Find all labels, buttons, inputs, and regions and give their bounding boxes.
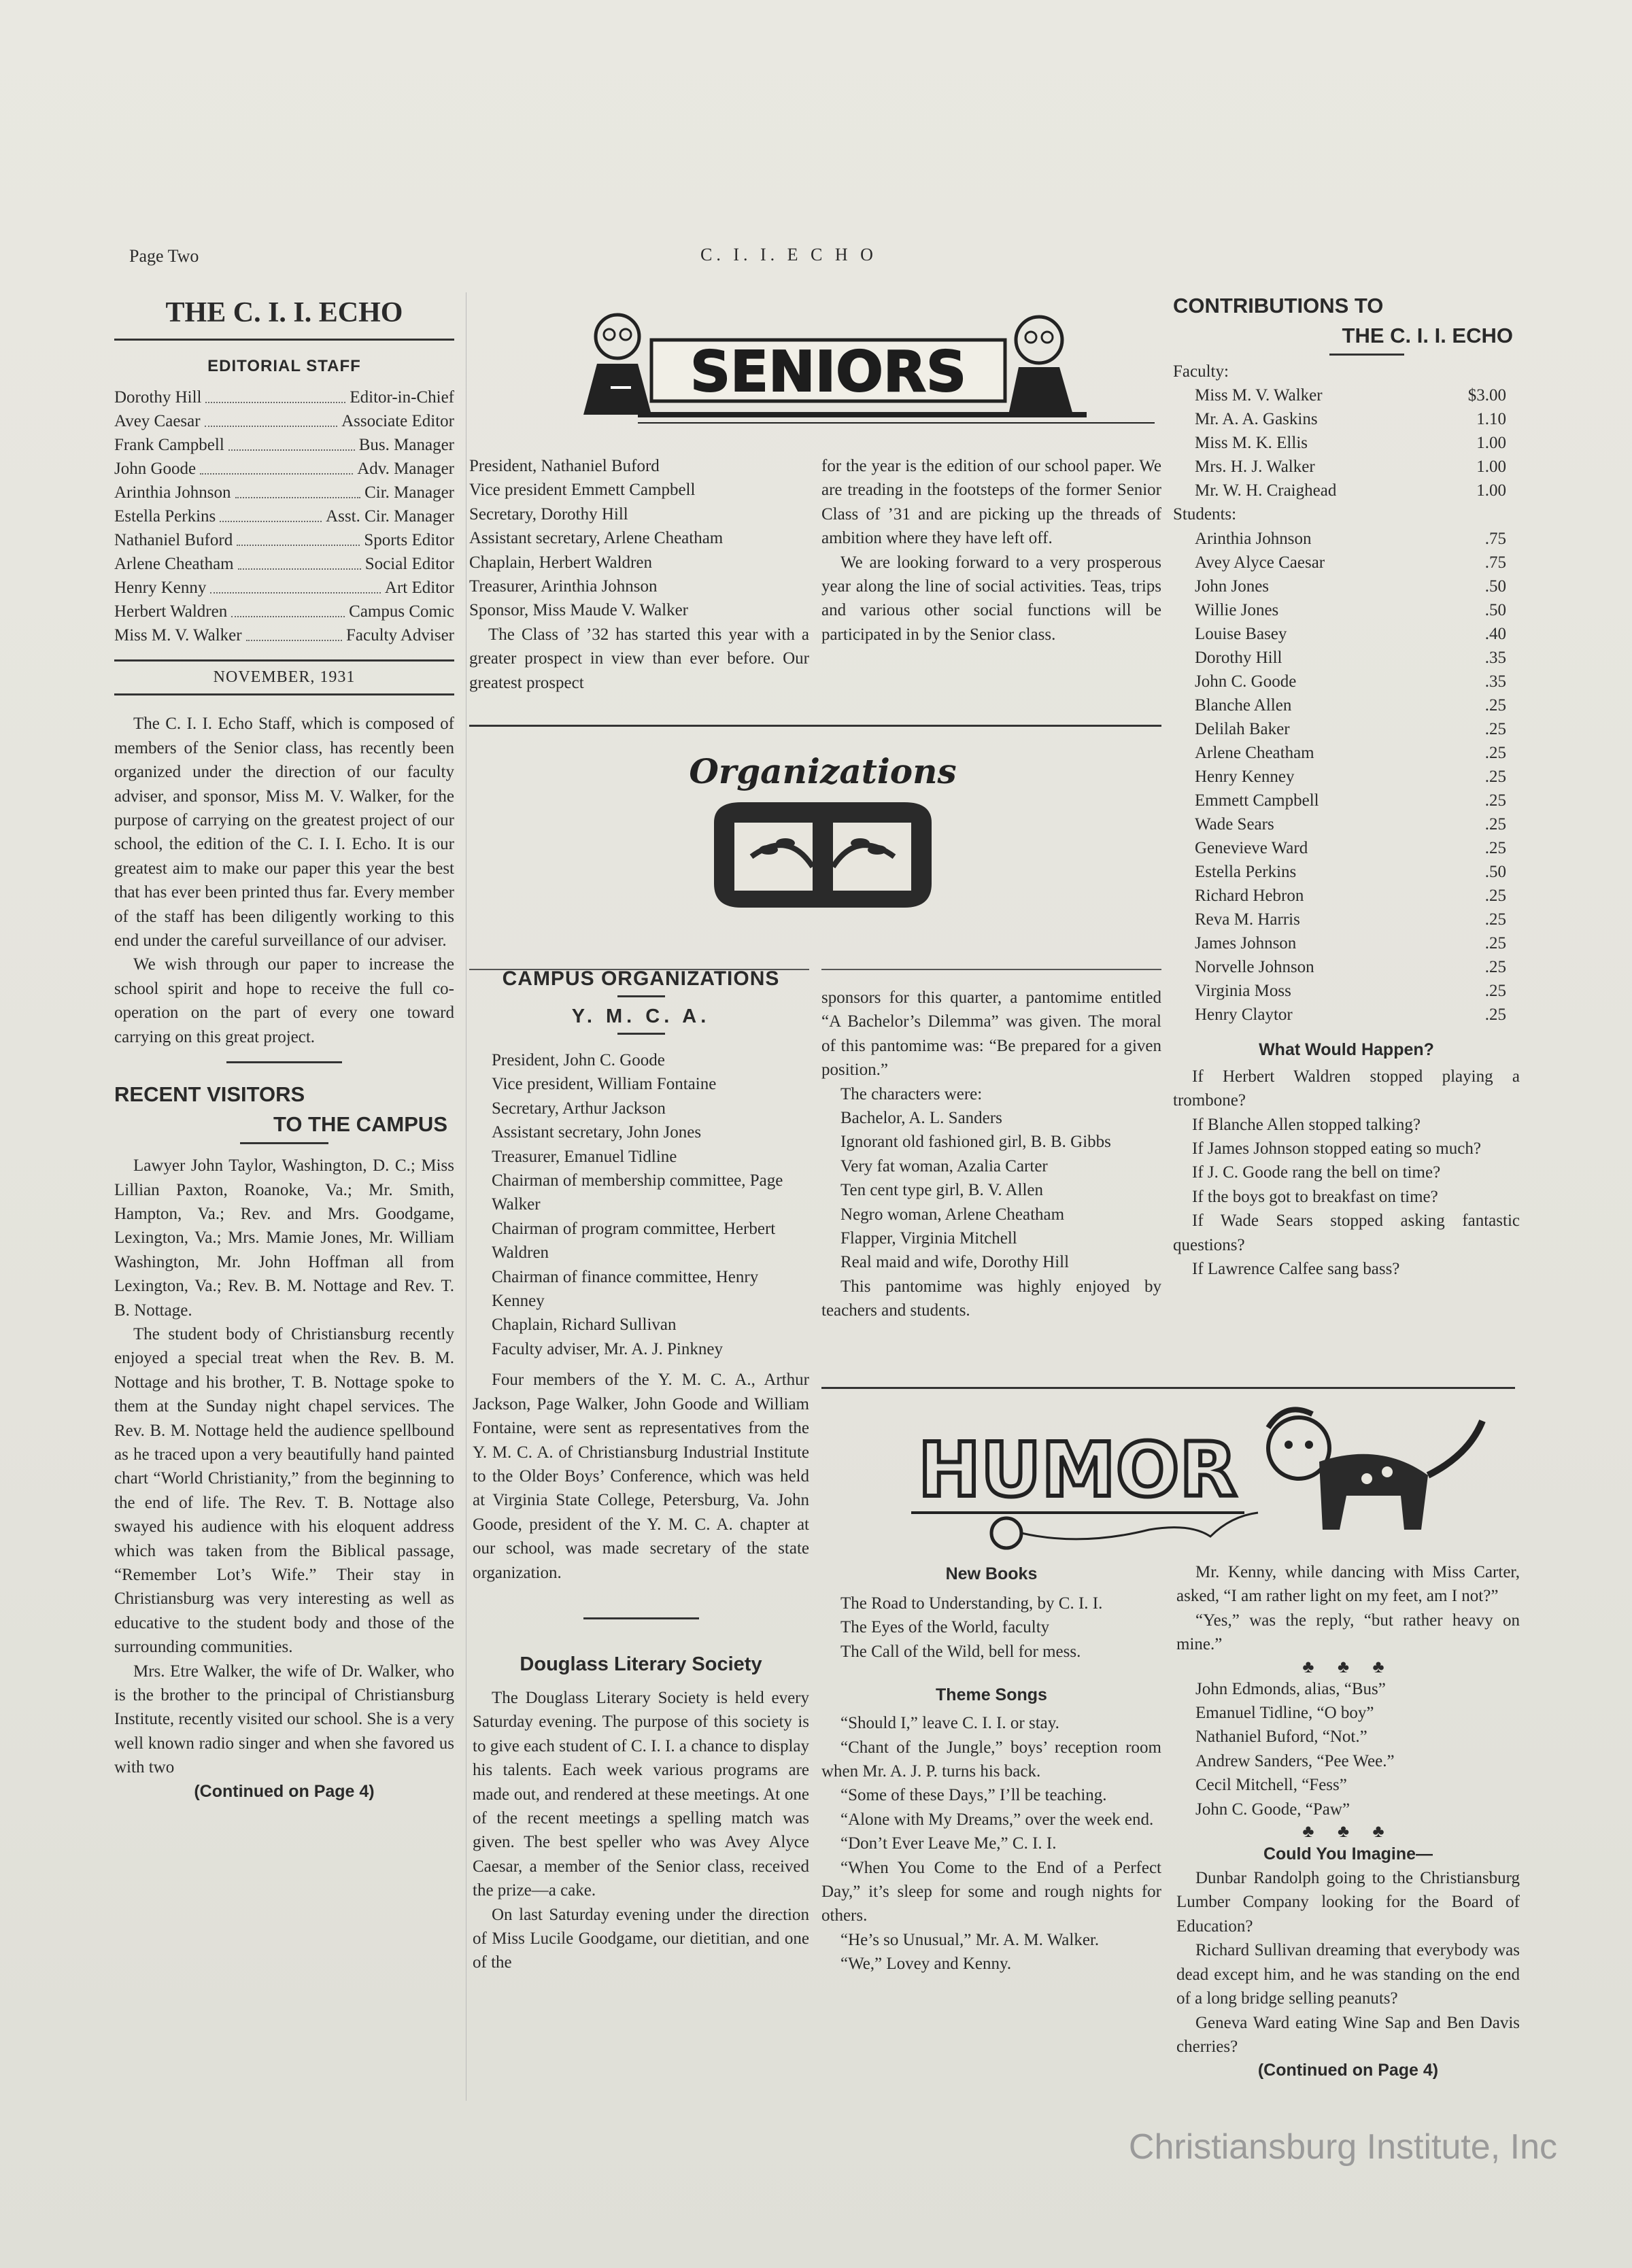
contributor-name: John C. Goode bbox=[1195, 672, 1297, 691]
new-book-item: The Eyes of the World, faculty bbox=[840, 1618, 1050, 1637]
contribution-amount: .25 bbox=[1484, 695, 1506, 715]
officer-line: Chaplain, Richard Sullivan bbox=[492, 1316, 677, 1335]
staff-row bbox=[114, 385, 454, 409]
visitors-p2: The student body of Christiansburg recently enjoyed a special treat when the Rev. B. M. Nottage and his brother, T. B. Nottage spoke to them at the Sunday night chapel services. The Rev. B. M. Nottage held the audience spellbound as he traced upon a very beautifully hand painted chart “World Christianity,” from the beginning to the end of life. The Rev. T. B. Nottage also swayed his audience with his eloquent address which was taken from the Biblical passage, “Remember Lot’s Wife.” Their stay in Christiansburg was very interesting as well as educative to the student body and those of the surrounding communities. bbox=[114, 1324, 454, 1657]
what-would-happen-item: If Lawrence Calfee sang bass? bbox=[1192, 1260, 1400, 1279]
alias-line: Andrew Sanders, “Pee Wee.” bbox=[1195, 1751, 1395, 1770]
staff-leader bbox=[205, 385, 345, 403]
staff-row bbox=[114, 457, 454, 481]
editorial-p1: The C. I. I. Echo Staff, which is composed of members of the Senior class, has recently been organized under the direction of our faculty adviser, and sponsor, Miss M. V. Walker, for the purpose of carrying on the greatest project of our school, the edition of the C. I. I. Echo. It is our greatest aim to make our paper this year the best that has ever been printed thus far. Every member of the staff has been diligently working to this end under the careful surveillance of our adviser. bbox=[114, 715, 454, 950]
staff-leader bbox=[235, 481, 361, 498]
what-would-happen-item: If James Johnson stopped eating so much? bbox=[1192, 1139, 1481, 1158]
staff-row bbox=[114, 552, 454, 576]
contribution-row bbox=[1173, 789, 1520, 812]
contribution-row bbox=[1173, 860, 1520, 884]
cartoon-figure-right-icon bbox=[1008, 317, 1073, 415]
officer-line: Vice president Emmett Campbell bbox=[469, 481, 696, 500]
what-would-happen-item: If J. C. Goode rang the bell on time? bbox=[1192, 1163, 1441, 1182]
contribution-amount: 1.00 bbox=[1476, 434, 1506, 453]
alias-line: Emanuel Tidline, “O boy” bbox=[1195, 1704, 1374, 1723]
watermark: Christiansburg Institute, Inc bbox=[1128, 2127, 1557, 2167]
new-books-heading: New Books bbox=[945, 1564, 1038, 1583]
what-would-happen-list bbox=[1173, 1065, 1520, 1282]
staff-name: Nathaniel Buford bbox=[114, 531, 233, 549]
officer-line: President, Nathaniel Buford bbox=[469, 457, 660, 475]
what-would-happen-item: If Herbert Waldren stopped playing a trombone? bbox=[1173, 1067, 1520, 1110]
douglass-p2: On last Saturday evening under the direction of Miss Lucile Goodgame, our dietitian, and one of the bbox=[473, 1905, 809, 1972]
contribution-row bbox=[1173, 527, 1520, 551]
staff-role: Sports Editor bbox=[364, 531, 454, 549]
officer-line: President, John C. Goode bbox=[492, 1051, 665, 1069]
contribution-amount: .75 bbox=[1484, 553, 1506, 572]
pantomime-characters bbox=[821, 1106, 1161, 1275]
visitors-heading-2: TO THE CAMPUS bbox=[273, 1112, 447, 1137]
theme-songs-heading: Theme Songs bbox=[936, 1685, 1047, 1705]
what-would-happen-item: If the boys got to breakfast on time? bbox=[1192, 1187, 1438, 1206]
contribution-amount: .25 bbox=[1484, 957, 1506, 976]
staff-name: Herbert Waldren bbox=[114, 602, 228, 621]
contributor-name: Blanche Allen bbox=[1195, 695, 1292, 715]
contributions-heading-1: CONTRIBUTIONS TO bbox=[1173, 294, 1384, 317]
contribution-row bbox=[1173, 646, 1520, 670]
theme-song-item: “Some of these Days,” I’ll be teaching. bbox=[840, 1786, 1107, 1805]
staff-role: Associate Editor bbox=[341, 412, 454, 430]
contributor-name: James Johnson bbox=[1195, 933, 1297, 952]
column-1 bbox=[114, 292, 454, 1804]
contributor-name: Henry Kenney bbox=[1195, 767, 1295, 786]
cartoon-figure-left-icon bbox=[583, 315, 651, 415]
alias-line: John C. Goode, “Paw” bbox=[1195, 1800, 1350, 1819]
staff-leader bbox=[220, 504, 322, 522]
contributions-heading-2: THE C. I. I. ECHO bbox=[1342, 324, 1513, 347]
contribution-amount: .25 bbox=[1484, 791, 1506, 810]
contributor-name: Virginia Moss bbox=[1195, 981, 1291, 1000]
contribution-row bbox=[1173, 574, 1520, 598]
contributor-name: Reva M. Harris bbox=[1195, 910, 1300, 929]
staff-row bbox=[114, 623, 454, 647]
seniors-banner-text: SENIORS bbox=[690, 340, 967, 405]
campus-organizations-heading: CAMPUS ORGANIZATIONS bbox=[502, 967, 780, 990]
staff-leader bbox=[205, 409, 338, 427]
officer-line: Treasurer, Arinthia Johnson bbox=[469, 577, 658, 596]
contribution-amount: .35 bbox=[1484, 648, 1506, 667]
staff-role: Asst. Cir. Manager bbox=[326, 507, 454, 526]
character-line: Very fat woman, Azalia Carter bbox=[840, 1156, 1048, 1175]
contribution-amount: .25 bbox=[1484, 767, 1506, 786]
contributor-name: John Jones bbox=[1195, 577, 1270, 596]
theme-songs-list bbox=[821, 1711, 1161, 1976]
yarn-ball-icon bbox=[991, 1513, 1258, 1548]
staff-name: Arinthia Johnson bbox=[114, 483, 231, 502]
alias-line: John Edmonds, alias, “Bus” bbox=[1195, 1679, 1386, 1698]
contribution-row bbox=[1173, 479, 1520, 502]
contribution-amount: .25 bbox=[1484, 719, 1506, 738]
imagine-item: Richard Sullivan dreaming that everybody was dead except him, and he was standing on the end of a long bridge selling peanuts? bbox=[1176, 1941, 1520, 2008]
staff-row bbox=[114, 576, 454, 600]
aliases-list bbox=[1176, 1677, 1520, 1842]
contribution-row bbox=[1173, 693, 1520, 717]
humor-column-left bbox=[821, 1560, 1161, 1976]
new-books-list bbox=[821, 1592, 1161, 1664]
staff-name: Henry Kenny bbox=[114, 579, 207, 597]
visitors-p1: Lawyer John Taylor, Washington, D. C.; Miss Lillian Paxton, Roanoke, Va.; Mr. Smith, Hampton, Va.; Rev. and Mrs. Goodgame, Lexington, Va.; Mrs. Mamie Jones, Mr. William Washington, Mr. John Hoffman all from Lexington, Va.; Rev. B. M. Nottage and Rev. T. B. Nottage. bbox=[114, 1156, 454, 1320]
officer-line: Assistant secretary, Arlene Cheatham bbox=[469, 529, 724, 548]
staff-row bbox=[114, 504, 454, 528]
contributor-name: Mr. W. H. Craighead bbox=[1195, 481, 1337, 500]
staff-name: Miss M. V. Walker bbox=[114, 626, 242, 645]
character-line: Ten cent type girl, B. V. Allen bbox=[840, 1181, 1043, 1200]
officer-line: Treasurer, Emanuel Tidline bbox=[492, 1147, 677, 1166]
contribution-row bbox=[1173, 955, 1520, 979]
staff-list bbox=[114, 385, 454, 647]
seniors-p1-a: The Class of ’32 has started this year with a greater prospect in view than ever before. Our greatest prospect bbox=[469, 625, 809, 692]
pantomime-p1: sponsors for this quarter, a pantomime entitled “A Bachelor’s Dilemma” was given. The moral of this pantomime was: “Be prepared for a given position.” bbox=[821, 989, 1161, 1080]
ymca-heading: Y. M. C. A. bbox=[571, 1006, 711, 1027]
contributor-name: Mrs. H. J. Walker bbox=[1195, 458, 1315, 477]
douglass-p1: The Douglass Literary Society is held every Saturday evening. The purpose of this society is to give each student of C. I. I. a chance to display his talents. Each week various programs are made out, and rendered at these meetings. At one of the recent meetings a spelling match was given. The best speller who was Avey Alyce Caesar, a member of the Senior class, received the prize—a cake. bbox=[473, 1688, 809, 1900]
theme-song-item: “Should I,” leave C. I. I. or stay. bbox=[840, 1714, 1059, 1733]
imagine-item: Geneva Ward eating Wine Sap and Ben Davis cherries? bbox=[1176, 2013, 1520, 2056]
what-would-happen-heading: What Would Happen? bbox=[1259, 1040, 1434, 1059]
ornament-icon: ♣ ♣ ♣ bbox=[1302, 1656, 1394, 1677]
issue-date: NOVEMBER, 1931 bbox=[213, 668, 356, 686]
theme-song-item: “We,” Lovey and Kenny. bbox=[840, 1955, 1012, 1974]
contributor-name: Arinthia Johnson bbox=[1195, 529, 1312, 548]
pantomime-p2: The characters were: bbox=[840, 1084, 983, 1103]
running-title: C. I. I. E C H O bbox=[700, 245, 877, 264]
contributor-name: Miss M. V. Walker bbox=[1195, 386, 1323, 405]
pantomime-p3: This pantomime was highly enjoyed by teachers and students. bbox=[821, 1277, 1161, 1320]
staff-row bbox=[114, 528, 454, 552]
contribution-amount: .25 bbox=[1484, 814, 1506, 834]
staff-leader bbox=[200, 457, 353, 475]
contribution-row bbox=[1173, 551, 1520, 574]
page-label: Page Two bbox=[129, 246, 199, 266]
contribution-amount: .25 bbox=[1484, 910, 1506, 929]
staff-role: Cir. Manager bbox=[364, 483, 454, 502]
douglass-heading: Douglass Literary Society bbox=[520, 1653, 762, 1675]
contribution-amount: .25 bbox=[1484, 838, 1506, 857]
staff-leader bbox=[246, 623, 342, 641]
student-contributions bbox=[1173, 527, 1520, 1027]
contributor-name: Delilah Baker bbox=[1195, 719, 1290, 738]
officer-line: Secretary, Arthur Jackson bbox=[492, 1099, 666, 1118]
contributor-name: Henry Claytor bbox=[1195, 1005, 1293, 1024]
contributor-name: Genevieve Ward bbox=[1195, 838, 1308, 857]
contributor-name: Richard Hebron bbox=[1195, 886, 1304, 905]
contributor-name: Arlene Cheatham bbox=[1195, 743, 1314, 762]
theme-song-item: “Chant of the Jungle,” boys’ reception room when Mr. A. J. P. turns his back. bbox=[821, 1738, 1161, 1781]
staff-row bbox=[114, 409, 454, 433]
organizations-emblem-icon bbox=[687, 748, 959, 918]
seniors-banner bbox=[570, 299, 1155, 435]
seniors-bottom-rule bbox=[469, 725, 1161, 727]
contribution-amount: .40 bbox=[1484, 624, 1506, 643]
new-book-item: The Road to Understanding, by C. I. I. bbox=[840, 1594, 1103, 1613]
contribution-amount: .50 bbox=[1484, 577, 1506, 596]
staff-row bbox=[114, 600, 454, 623]
staff-role: Art Editor bbox=[384, 579, 454, 597]
staff-role: Faculty Adviser bbox=[345, 626, 454, 645]
contribution-row bbox=[1173, 1003, 1520, 1027]
staff-name: Dorothy Hill bbox=[114, 388, 202, 407]
contribution-amount: .50 bbox=[1484, 862, 1506, 881]
contribution-amount: $3.00 bbox=[1467, 386, 1506, 405]
seniors-officers bbox=[469, 454, 809, 695]
officer-line: Chairman of program committee, Herbert Waldren bbox=[492, 1219, 776, 1262]
what-would-happen-item: If Wade Sears stopped asking fantastic questions? bbox=[1173, 1212, 1520, 1254]
staff-name: Arlene Cheatham bbox=[114, 555, 234, 573]
contributor-name: Avey Alyce Caesar bbox=[1195, 553, 1325, 572]
staff-name: Estella Perkins bbox=[114, 507, 216, 526]
contribution-row bbox=[1173, 931, 1520, 955]
staff-row bbox=[114, 481, 454, 504]
contribution-row bbox=[1173, 765, 1520, 789]
contribution-amount: 1.00 bbox=[1476, 458, 1506, 477]
staff-role: Campus Comic bbox=[349, 602, 454, 621]
kenny-p1: Mr. Kenny, while dancing with Miss Carter, asked, “I am rather light on my feet, am I not?” bbox=[1176, 1563, 1520, 1606]
ymca-officers-list bbox=[473, 1048, 809, 1361]
character-line: Negro woman, Arlene Cheatham bbox=[840, 1205, 1065, 1224]
theme-song-item: “When You Come to the End of a Perfect Day,” it’s sleep for some and rough nights for others. bbox=[821, 1858, 1161, 1925]
theme-song-item: “Alone with My Dreams,” over the week end. bbox=[840, 1810, 1154, 1829]
ornament-icon: ♣ ♣ ♣ bbox=[1302, 1821, 1394, 1842]
contribution-amount: .25 bbox=[1484, 981, 1506, 1000]
character-line: Ignorant old fashioned girl, B. B. Gibbs bbox=[840, 1133, 1111, 1152]
staff-role: Editor-in-Chief bbox=[350, 388, 454, 407]
officer-line: Sponsor, Miss Maude V. Walker bbox=[469, 601, 688, 620]
alias-line: Nathaniel Buford, “Not.” bbox=[1195, 1728, 1367, 1747]
staff-leader bbox=[238, 552, 361, 570]
contribution-row bbox=[1173, 908, 1520, 931]
character-line: Bachelor, A. L. Sanders bbox=[840, 1109, 1002, 1128]
contribution-row bbox=[1173, 431, 1520, 455]
contributor-name: Miss M. K. Ellis bbox=[1195, 434, 1308, 453]
contribution-amount: .25 bbox=[1484, 886, 1506, 905]
contribution-amount: .25 bbox=[1484, 933, 1506, 952]
staff-heading: EDITORIAL STAFF bbox=[207, 357, 361, 375]
contributor-name: Norvelle Johnson bbox=[1195, 957, 1314, 976]
contribution-amount: 1.00 bbox=[1476, 481, 1506, 500]
alias-line: Cecil Mitchell, “Fess” bbox=[1195, 1776, 1347, 1795]
column-2-organizations bbox=[473, 964, 809, 1975]
contributor-name: Willie Jones bbox=[1195, 600, 1279, 619]
contribution-amount: 1.10 bbox=[1476, 410, 1506, 429]
seniors-continued bbox=[821, 454, 1161, 647]
visitors-p3: Mrs. Etre Walker, the wife of Dr. Walker, who is the brother to the principal of Christiansburg Institute, recently visited our school. She is a very well known radio singer and when she favored us with two bbox=[114, 1662, 454, 1777]
clown-dog-icon bbox=[1268, 1409, 1482, 1530]
staff-leader bbox=[237, 528, 360, 546]
contribution-row bbox=[1173, 836, 1520, 860]
officer-line: Assistant secretary, John Jones bbox=[492, 1123, 702, 1142]
imagine-heading: Could You Imagine— bbox=[1263, 1844, 1433, 1864]
imagine-list bbox=[1176, 1866, 1520, 2059]
staff-name: John Goode bbox=[114, 460, 197, 478]
officer-line: Secretary, Dorothy Hill bbox=[469, 504, 628, 523]
staff-role: Social Editor bbox=[364, 555, 454, 573]
organizations-banner bbox=[687, 748, 959, 918]
ymca-p1: Four members of the Y. M. C. A., Arthur Jackson, Page Walker, John Goode and William Fontaine, were sent as representatives from the Y. M. C. A. of Christiansburg Industrial Institute to the Older Boys’ Conference, which was held at Virginia State College, Petersburg, Va. John Goode, president of the Y. M. C. A. chapter at our school, was made secretary of the state organization. bbox=[473, 1371, 809, 1582]
contribution-row bbox=[1173, 741, 1520, 765]
contribution-row bbox=[1173, 622, 1520, 646]
contribution-amount: .25 bbox=[1484, 743, 1506, 762]
staff-role: Bus. Manager bbox=[358, 436, 454, 454]
humor-continued: (Continued on Page 4) bbox=[1257, 2061, 1439, 2080]
staff-name: Frank Campbell bbox=[114, 436, 224, 454]
org-rule-right bbox=[821, 969, 1161, 970]
contribution-amount: .25 bbox=[1484, 1005, 1506, 1024]
contributor-name: Dorothy Hill bbox=[1195, 648, 1282, 667]
contributor-name: Wade Sears bbox=[1195, 814, 1274, 834]
imagine-item: Dunbar Randolph going to the Christiansburg Lumber Company looking for the Board of Education? bbox=[1176, 1869, 1520, 1936]
contributor-name: Mr. A. A. Gaskins bbox=[1195, 410, 1318, 429]
column-4-contributions bbox=[1173, 291, 1520, 1281]
staff-leader bbox=[231, 600, 345, 617]
humor-banner-text: HUMOR bbox=[918, 1426, 1238, 1513]
seniors-p2: We are looking forward to a very prosperous year along the line of social activities. Teas, trips and various other social functions will be participated in by the Senior class. bbox=[821, 553, 1161, 644]
contribution-row bbox=[1173, 884, 1520, 908]
staff-row bbox=[114, 433, 454, 457]
officer-line: Faculty adviser, Mr. A. J. Pinkney bbox=[492, 1339, 723, 1358]
contribution-row bbox=[1173, 670, 1520, 693]
contribution-amount: .50 bbox=[1484, 600, 1506, 619]
officer-line: Vice president, William Fontaine bbox=[492, 1075, 717, 1094]
contribution-row bbox=[1173, 717, 1520, 741]
contribution-amount: .75 bbox=[1484, 529, 1506, 548]
contribution-amount: .35 bbox=[1484, 672, 1506, 691]
humor-clown-art bbox=[904, 1401, 1503, 1557]
theme-song-item: “Don’t Ever Leave Me,” C. I. I. bbox=[840, 1834, 1057, 1853]
officer-line: Chairman of finance committee, Henry Kenney bbox=[492, 1267, 759, 1311]
faculty-label: Faculty: bbox=[1173, 362, 1229, 381]
contribution-row bbox=[1173, 383, 1520, 407]
humor-banner bbox=[904, 1401, 1503, 1557]
visitors-heading-1: RECENT VISITORS bbox=[114, 1082, 305, 1107]
kenny-p2: “Yes,” was the reply, “but rather heavy on mine.” bbox=[1176, 1611, 1520, 1654]
students-label: Students: bbox=[1173, 505, 1237, 524]
officer-line: Chaplain, Herbert Waldren bbox=[469, 553, 652, 572]
contributor-name: Louise Basey bbox=[1195, 624, 1287, 643]
character-line: Flapper, Virginia Mitchell bbox=[840, 1229, 1017, 1248]
seniors-officers-list bbox=[469, 454, 809, 623]
organizations-banner-text: Organizations bbox=[689, 751, 957, 791]
staff-leader bbox=[210, 576, 381, 594]
staff-name: Avey Caesar bbox=[114, 412, 201, 430]
contribution-row bbox=[1173, 407, 1520, 431]
contribution-row bbox=[1173, 455, 1520, 479]
contribution-row bbox=[1173, 598, 1520, 622]
contributor-name: Emmett Campbell bbox=[1195, 791, 1319, 810]
masthead-title: THE C. I. I. ECHO bbox=[165, 297, 403, 328]
contribution-row bbox=[1173, 979, 1520, 1003]
humor-column-right bbox=[1176, 1560, 1520, 2083]
faculty-contributions bbox=[1173, 383, 1520, 502]
contribution-row bbox=[1173, 812, 1520, 836]
new-book-item: The Call of the Wild, bell for mess. bbox=[840, 1642, 1081, 1661]
seniors-banner-art bbox=[570, 299, 1155, 435]
contributor-name: Estella Perkins bbox=[1195, 862, 1297, 881]
seniors-p1-b: for the year is the edition of our school paper. We are treading in the footsteps of the former Senior Class of ’31 and are picking up the threads of ambition where they have left off. bbox=[821, 457, 1161, 548]
officer-line: Chairman of membership committee, Page Walker bbox=[492, 1171, 783, 1214]
staff-role: Adv. Manager bbox=[357, 460, 454, 478]
character-line: Real maid and wife, Dorothy Hill bbox=[840, 1253, 1070, 1272]
editorial-p2: We wish through our paper to increase the school spirit and hope to receive the full co-operation on the part of every one toward carrying on this great project. bbox=[114, 955, 454, 1046]
what-would-happen-item: If Blanche Allen stopped talking? bbox=[1192, 1115, 1421, 1134]
pantomime-section bbox=[821, 986, 1161, 1323]
humor-top-rule bbox=[821, 1387, 1515, 1389]
staff-leader bbox=[228, 433, 355, 451]
theme-song-item: “He’s so Unusual,” Mr. A. M. Walker. bbox=[840, 1930, 1100, 1949]
visitors-continued: (Continued on Page 4) bbox=[194, 1781, 375, 1801]
